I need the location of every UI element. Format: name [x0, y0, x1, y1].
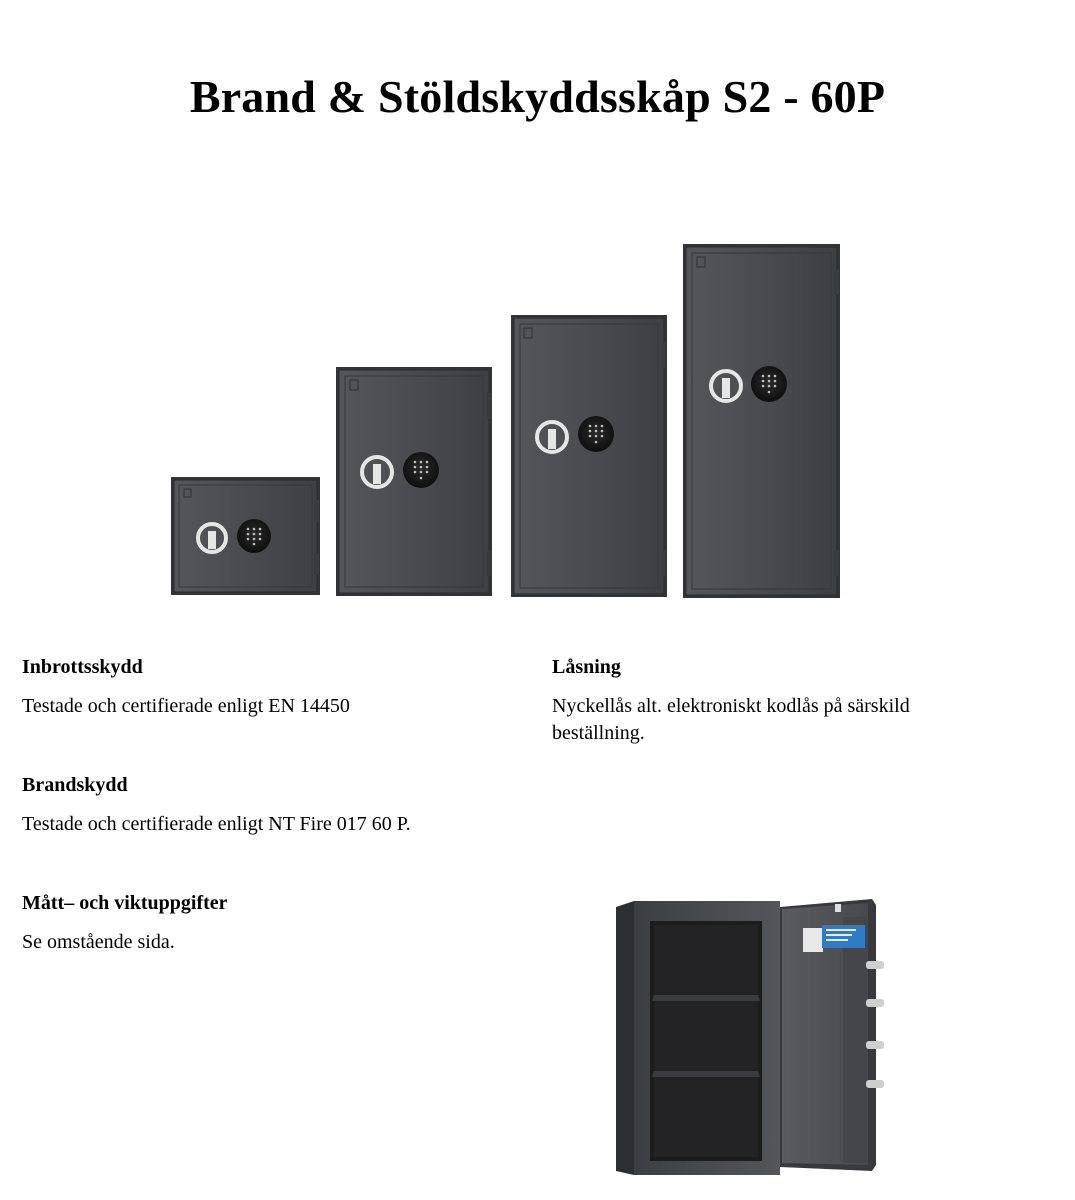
section-text: Testade och certifierade enligt NT Fire 017 60 P.	[22, 813, 411, 835]
section-text: Testade och certifierade enligt EN 14450	[22, 695, 350, 717]
section-text: Se omstående sida.	[22, 931, 175, 953]
section-heading: Mått– och viktuppgifter	[22, 892, 228, 914]
section-text: Nyckellås alt. elektroniskt kodlås på särskild beställning.	[552, 695, 910, 744]
page-title: Brand & Stöldskyddsskåp S2 - 60P	[189, 71, 886, 122]
section-lasning	[552, 656, 992, 747]
safe-range-image	[160, 235, 860, 605]
section-heading: Brandskydd	[22, 774, 128, 796]
section-matt-och-vikt	[22, 892, 492, 956]
safe-medium	[336, 367, 492, 596]
safe-extra-large	[683, 244, 840, 598]
safe-large	[511, 315, 667, 597]
open-safe-image	[610, 895, 900, 1180]
section-inbrottsskydd	[22, 656, 492, 720]
section-brandskydd	[22, 774, 492, 838]
section-heading: Inbrottsskydd	[22, 656, 143, 678]
safe-small	[171, 477, 320, 595]
section-heading: Låsning	[552, 656, 621, 678]
